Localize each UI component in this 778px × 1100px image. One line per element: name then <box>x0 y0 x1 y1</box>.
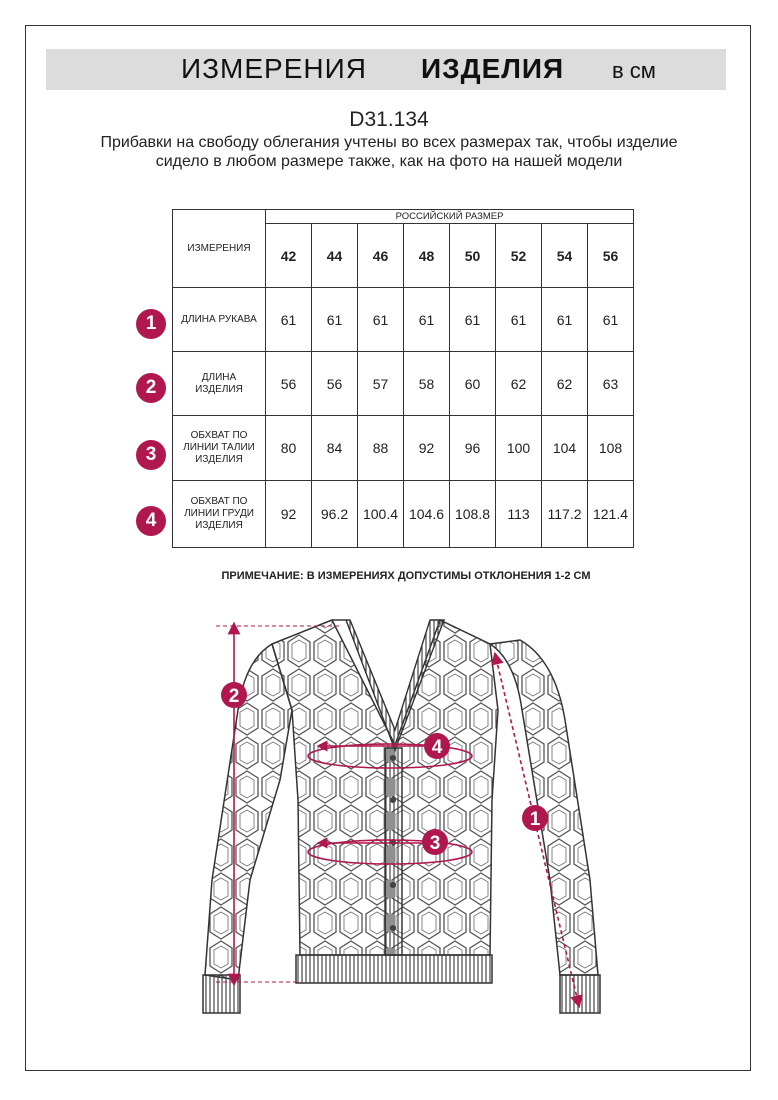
button <box>390 755 396 761</box>
table-cell: 108.8 <box>450 481 496 548</box>
row-number-badge: 1 <box>136 309 166 339</box>
table-corner-label: ИЗМЕРЕНИЯ <box>173 210 266 288</box>
size-header: 50 <box>450 224 496 288</box>
svg-text:1: 1 <box>529 809 541 830</box>
row-label-chest-girth: ОБХВАТ ПО ЛИНИИ ГРУДИ ИЗДЕЛИЯ <box>173 481 266 548</box>
size-group-label: РОССИЙСКИЙ РАЗМЕР <box>266 210 634 224</box>
size-header: 54 <box>542 224 588 288</box>
table-cell: 96 <box>450 416 496 481</box>
fit-description: Прибавки на свободу облегания учтены во всех размерах так, чтобы изделие сидело в любом размере также, как на фото на нашей модели <box>100 134 678 170</box>
table-row <box>173 352 634 416</box>
size-header: 56 <box>588 224 634 288</box>
row-number-badge: 3 <box>136 440 166 470</box>
table-cell: 62 <box>542 352 588 416</box>
table-cell: 63 <box>588 352 634 416</box>
table-cell: 61 <box>588 288 634 352</box>
button <box>390 882 396 888</box>
size-table <box>172 209 634 548</box>
table-cell: 88 <box>358 416 404 481</box>
table-cell: 61 <box>266 288 312 352</box>
table-cell: 61 <box>358 288 404 352</box>
row-number-badge: 2 <box>136 373 166 403</box>
table-cell: 58 <box>404 352 450 416</box>
size-header: 42 <box>266 224 312 288</box>
table-cell: 62 <box>496 352 542 416</box>
title-part-1: ИЗМЕРЕНИЯ <box>181 53 367 84</box>
marker-2 <box>221 682 247 708</box>
button <box>390 925 396 931</box>
title-banner <box>46 49 726 90</box>
marker-3 <box>422 829 448 855</box>
right-cuff <box>560 975 600 1013</box>
table-cell: 61 <box>542 288 588 352</box>
table-cell: 56 <box>312 352 358 416</box>
row-label-sleeve-length: ДЛИНА РУКАВА <box>173 288 266 352</box>
size-header: 44 <box>312 224 358 288</box>
svg-text:3: 3 <box>429 833 441 854</box>
table-cell: 96.2 <box>312 481 358 548</box>
table-cell: 113 <box>496 481 542 548</box>
table-cell: 61 <box>450 288 496 352</box>
svg-text:2: 2 <box>228 686 240 707</box>
table-cell: 104 <box>542 416 588 481</box>
button <box>390 797 396 803</box>
table-cell: 61 <box>404 288 450 352</box>
table-cell: 61 <box>312 288 358 352</box>
left-cuff <box>203 975 240 1013</box>
size-header: 48 <box>404 224 450 288</box>
table-cell: 56 <box>266 352 312 416</box>
size-header: 46 <box>358 224 404 288</box>
title-unit: в см <box>612 58 656 83</box>
table-cell: 92 <box>266 481 312 548</box>
marker-1 <box>522 805 548 831</box>
table-cell: 100.4 <box>358 481 404 548</box>
svg-text:4: 4 <box>431 737 443 758</box>
left-sleeve <box>205 644 292 980</box>
table-cell: 108 <box>588 416 634 481</box>
table-cell: 84 <box>312 416 358 481</box>
title-part-2: ИЗДЕЛИЯ <box>421 53 565 84</box>
table-cell: 104.6 <box>404 481 450 548</box>
table-cell: 80 <box>266 416 312 481</box>
table-cell: 61 <box>496 288 542 352</box>
size-header: 52 <box>496 224 542 288</box>
table-cell: 117.2 <box>542 481 588 548</box>
article-number: D31.134 <box>349 108 429 131</box>
right-sleeve <box>490 640 598 975</box>
row-label-garment-length: ДЛИНА ИЗДЕЛИЯ <box>173 352 266 416</box>
hem-rib <box>296 955 492 983</box>
button-placket <box>385 748 402 955</box>
table-cell: 60 <box>450 352 496 416</box>
tolerance-note: ПРИМЕЧАНИЕ: В ИЗМЕРЕНИЯХ ДОПУСТИМЫ ОТКЛОНЕНИЯ 1-2 СМ <box>221 570 591 582</box>
row-number-badge: 4 <box>136 506 166 536</box>
marker-4 <box>424 733 450 759</box>
row-label-waist-girth: ОБХВАТ ПО ЛИНИИ ТАЛИИ ИЗДЕЛИЯ <box>173 416 266 481</box>
table-row <box>173 416 634 481</box>
table-row <box>173 288 634 352</box>
table-cell: 121.4 <box>588 481 634 548</box>
table-cell: 100 <box>496 416 542 481</box>
table-row <box>173 481 634 548</box>
table-cell: 92 <box>404 416 450 481</box>
table-cell: 57 <box>358 352 404 416</box>
cardigan-diagram <box>0 600 778 1030</box>
